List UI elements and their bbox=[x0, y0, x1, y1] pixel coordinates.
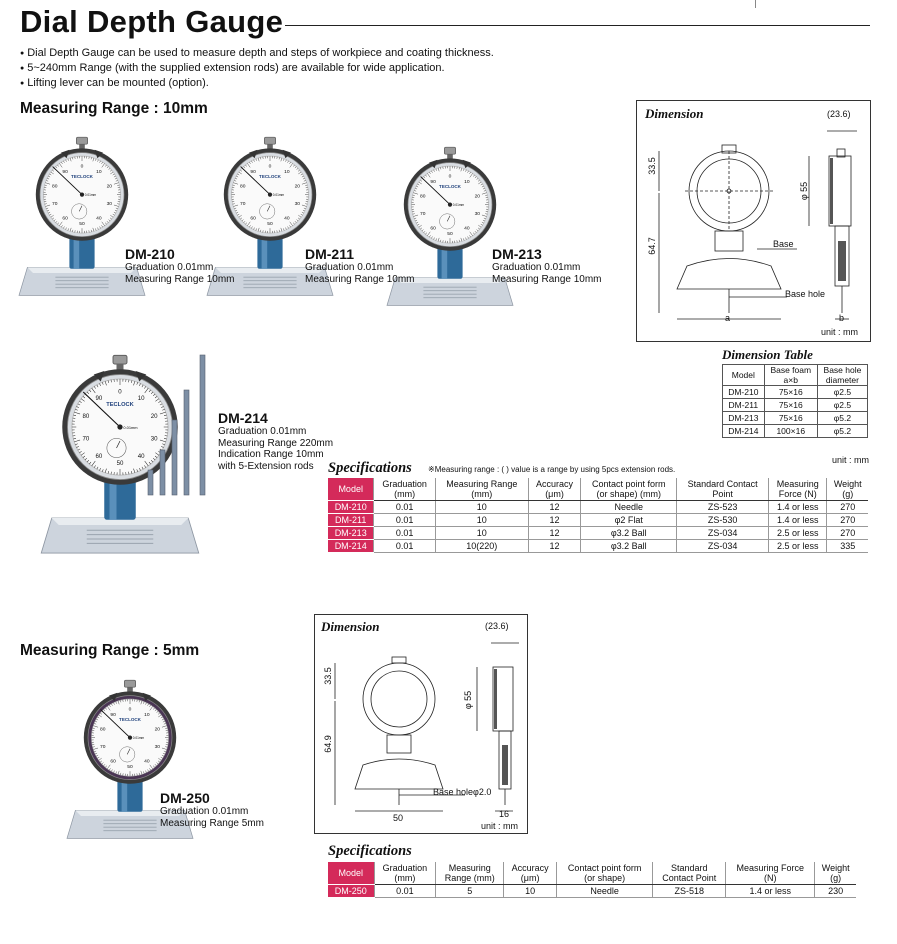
table-cell: 75×16 bbox=[764, 412, 817, 425]
table-cell: φ2 Flat bbox=[581, 514, 677, 527]
table-row bbox=[723, 425, 868, 438]
table-cell: 270 bbox=[827, 501, 868, 514]
table-cell: 10 bbox=[435, 514, 528, 527]
table-cell: 10 bbox=[504, 885, 557, 898]
dial-number: 10 bbox=[144, 713, 150, 719]
dial-number: 0 bbox=[268, 164, 272, 170]
table-header-cell: Model bbox=[328, 862, 374, 885]
table-row bbox=[723, 399, 868, 412]
model-label-dm-214: DM-214 Graduation 0.01mm Measuring Range 220mm Indication Range 10mm with 5-Extension rods bbox=[218, 410, 334, 472]
specifications-table-10mm bbox=[328, 478, 868, 553]
table-cell: 10 bbox=[435, 501, 528, 514]
dial-number: 0 bbox=[118, 388, 122, 396]
feature-item: ● Dial Depth Gauge can be used to measure depth and steps of workpiece and coating thickness. bbox=[20, 46, 494, 61]
dimension-table-unit: unit : mm bbox=[832, 455, 870, 465]
table-cell: 0.01 bbox=[374, 514, 435, 527]
dial-number: 80 bbox=[239, 184, 246, 190]
table-header-cell: Weight (g) bbox=[827, 478, 868, 501]
dim-label-dia: φ 55 bbox=[463, 690, 474, 710]
dial-number: 60 bbox=[62, 216, 68, 222]
dial-number: 30 bbox=[474, 212, 481, 218]
table-cell: ZS-518 bbox=[653, 885, 726, 898]
dim-label-b: b bbox=[839, 313, 845, 323]
table-header-cell: Graduation (mm) bbox=[374, 478, 435, 501]
table-cell: 12 bbox=[528, 514, 580, 527]
table-header-cell: Base hole diameter bbox=[817, 365, 867, 386]
svg-text:TECLOCK: TECLOCK bbox=[439, 183, 461, 189]
svg-text:TECLOCK: TECLOCK bbox=[259, 173, 281, 179]
table-row bbox=[723, 412, 868, 425]
table-cell: 12 bbox=[528, 540, 580, 553]
table-header-cell: Measuring Force (N) bbox=[769, 478, 827, 501]
dial-number: 20 bbox=[474, 194, 481, 200]
dial-number: 50 bbox=[79, 222, 85, 228]
dim-label-bottom: 64.9 bbox=[322, 735, 333, 753]
dim-unit: unit : mm bbox=[821, 327, 859, 337]
specifications-note: ※Measuring range : ( ) value is a range by using 5pcs extension rods. bbox=[428, 465, 676, 474]
table-cell: 270 bbox=[827, 514, 868, 527]
svg-text:0.01mm: 0.01mm bbox=[272, 193, 285, 197]
table-cell: φ3.2 Ball bbox=[581, 527, 677, 540]
table-cell: 10 bbox=[435, 527, 528, 540]
dim-label-side: (23.6) bbox=[827, 109, 851, 119]
dial-number: 70 bbox=[82, 435, 90, 443]
table-header-cell: Standard Contact Point bbox=[677, 478, 769, 501]
dim-label-dia: φ 55 bbox=[799, 181, 810, 201]
table-header-cell: Base foam a×b bbox=[764, 365, 817, 386]
specifications-table-5mm bbox=[328, 862, 856, 898]
dimension-table-title: Dimension Table bbox=[722, 347, 813, 362]
model-label-dm-210: DM-210 Graduation 0.01mm Measuring Range 10mm bbox=[125, 246, 235, 285]
dim-label-bottom: 64.7 bbox=[646, 237, 657, 255]
table-cell: φ5.2 bbox=[817, 412, 867, 425]
dim-label-thickness: 16 bbox=[499, 809, 510, 819]
table-cell: 1.4 or less bbox=[769, 501, 827, 514]
svg-text:0.01mm: 0.01mm bbox=[132, 736, 145, 740]
dial-number: 20 bbox=[106, 184, 113, 190]
dial-number: 70 bbox=[51, 202, 58, 208]
table-cell: 1.4 or less bbox=[726, 885, 815, 898]
dim-label-side: (23.6) bbox=[485, 621, 509, 631]
dial-number: 30 bbox=[154, 745, 161, 751]
section-heading-10mm: Measuring Range : 10mm bbox=[20, 100, 208, 117]
dial-number: 60 bbox=[110, 759, 116, 765]
table-row bbox=[328, 514, 868, 527]
dial-number: 40 bbox=[96, 216, 102, 222]
table-cell: DM-213 bbox=[328, 527, 374, 540]
table-cell: DM-211 bbox=[328, 514, 374, 527]
dial-number: 60 bbox=[250, 216, 256, 222]
dial-number: 80 bbox=[419, 194, 426, 200]
table-cell: DM-210 bbox=[328, 501, 374, 514]
table-cell: 100×16 bbox=[764, 425, 817, 438]
dial-number: 30 bbox=[106, 202, 113, 208]
model-label-dm-211: DM-211 Graduation 0.01mm Measuring Range 10mm bbox=[305, 246, 415, 285]
dial-number: 20 bbox=[294, 184, 301, 190]
dial-number: 10 bbox=[464, 180, 470, 186]
dial-number: 40 bbox=[284, 216, 290, 222]
specifications-title: Specifications bbox=[328, 460, 412, 476]
feature-item: ● Lifting lever can be mounted (option). bbox=[20, 76, 494, 91]
gauge-dm-250 bbox=[60, 655, 200, 865]
table-row bbox=[328, 885, 856, 898]
dial-number: 60 bbox=[95, 453, 103, 461]
gauge-dm-213 bbox=[380, 132, 520, 322]
table-cell: Needle bbox=[581, 501, 677, 514]
dial-number: 20 bbox=[154, 727, 161, 733]
dial-gauge-image bbox=[380, 132, 520, 322]
dial-number: 30 bbox=[150, 435, 158, 443]
table-row bbox=[328, 540, 868, 553]
dimension-title: Dimension bbox=[645, 106, 704, 121]
table-cell: Needle bbox=[556, 885, 652, 898]
dim-unit: unit : mm bbox=[481, 821, 519, 831]
dial-number: 0 bbox=[128, 707, 132, 713]
table-cell: φ2.5 bbox=[817, 386, 867, 399]
dial-number: 40 bbox=[137, 453, 145, 461]
svg-text:TECLOCK: TECLOCK bbox=[106, 402, 134, 408]
dial-number: 70 bbox=[239, 202, 246, 208]
dial-gauge-image bbox=[60, 655, 200, 865]
table-cell: 0.01 bbox=[374, 885, 436, 898]
svg-text:TECLOCK: TECLOCK bbox=[119, 716, 141, 722]
table-cell: 5 bbox=[436, 885, 504, 898]
dim-label-top: 33.5 bbox=[646, 157, 657, 175]
table-cell: 75×16 bbox=[764, 399, 817, 412]
title-rule bbox=[285, 25, 870, 26]
dial-number: 80 bbox=[99, 727, 106, 733]
table-cell: 12 bbox=[528, 527, 580, 540]
table-cell: DM-214 bbox=[328, 540, 374, 553]
table-cell: ZS-523 bbox=[677, 501, 769, 514]
model-label-dm-250: DM-250 Graduation 0.01mm Measuring Range 5mm bbox=[160, 790, 264, 829]
dial-number: 0 bbox=[80, 164, 84, 170]
table-row bbox=[328, 527, 868, 540]
table-cell: φ5.2 bbox=[817, 425, 867, 438]
corner-mark bbox=[755, 0, 756, 8]
dial-number: 10 bbox=[137, 395, 145, 403]
table-cell: 1.4 or less bbox=[769, 514, 827, 527]
dial-number: 80 bbox=[51, 184, 58, 190]
table-cell: ZS-034 bbox=[677, 527, 769, 540]
extension-rods-image bbox=[137, 350, 220, 500]
table-cell: 0.01 bbox=[374, 527, 435, 540]
dial-number: 60 bbox=[430, 226, 436, 232]
table-cell: DM-213 bbox=[723, 412, 765, 425]
table-header-cell: Model bbox=[328, 478, 374, 501]
table-header-cell: Standard Contact Point bbox=[653, 862, 726, 885]
table-cell: 12 bbox=[528, 501, 580, 514]
table-header-cell: Contact point form (or shape) bbox=[556, 862, 652, 885]
page-title: Dial Depth Gauge bbox=[20, 4, 284, 39]
svg-text:0.01mm: 0.01mm bbox=[84, 193, 97, 197]
table-header-cell: Weight (g) bbox=[815, 862, 856, 885]
table-cell: DM-210 bbox=[723, 386, 765, 399]
table-cell: 270 bbox=[827, 527, 868, 540]
dial-number: 50 bbox=[127, 765, 133, 771]
dim-label-base-hole: Base holeφ2.0 bbox=[433, 787, 492, 797]
dial-number: 30 bbox=[294, 202, 301, 208]
table-cell: 335 bbox=[827, 540, 868, 553]
dim-label-base-hole: Base hole bbox=[785, 289, 826, 299]
table-cell: φ3.2 Ball bbox=[581, 540, 677, 553]
dial-number: 90 bbox=[110, 713, 116, 719]
dial-number: 70 bbox=[99, 745, 106, 751]
svg-text:0.01mm: 0.01mm bbox=[452, 203, 465, 207]
dial-number: 70 bbox=[419, 212, 426, 218]
dimension-drawing-5mm bbox=[314, 614, 528, 834]
table-cell: 230 bbox=[815, 885, 856, 898]
dial-number: 90 bbox=[430, 180, 436, 186]
dim-label-width: 50 bbox=[393, 813, 404, 823]
table-cell: DM-214 bbox=[723, 425, 765, 438]
feature-list bbox=[20, 46, 494, 91]
table-row bbox=[328, 501, 868, 514]
svg-text:TECLOCK: TECLOCK bbox=[71, 173, 93, 179]
model-label-dm-213: DM-213 Graduation 0.01mm Measuring Range 10mm bbox=[492, 246, 602, 285]
dimension-title: Dimension bbox=[321, 619, 380, 634]
dial-number: 40 bbox=[144, 759, 150, 765]
dial-number: 80 bbox=[82, 413, 90, 421]
dial-number: 10 bbox=[96, 170, 102, 176]
svg-text:0.01mm: 0.01mm bbox=[123, 424, 138, 430]
table-cell: 2.5 or less bbox=[769, 527, 827, 540]
dim-label-base: Base bbox=[773, 239, 794, 249]
dim-label-a: a bbox=[725, 313, 731, 323]
table-cell: ZS-034 bbox=[677, 540, 769, 553]
table-cell: ZS-530 bbox=[677, 514, 769, 527]
feature-item: ● 5~240mm Range (with the supplied extension rods) are available for wide application. bbox=[20, 61, 494, 76]
table-header-cell: Contact point form (or shape) (mm) bbox=[581, 478, 677, 501]
dimension-table bbox=[722, 364, 868, 438]
table-cell: DM-250 bbox=[328, 885, 374, 898]
table-header-cell: Accuracy (μm) bbox=[528, 478, 580, 501]
dial-number: 90 bbox=[62, 170, 68, 176]
dial-number: 20 bbox=[150, 413, 158, 421]
table-header-cell: Model bbox=[723, 365, 765, 386]
table-header-cell: Measuring Range (mm) bbox=[435, 478, 528, 501]
table-cell: 2.5 or less bbox=[769, 540, 827, 553]
table-cell: 0.01 bbox=[374, 501, 435, 514]
table-header-cell: Measuring Range (mm) bbox=[436, 862, 504, 885]
table-header-cell: Measuring Force (N) bbox=[726, 862, 815, 885]
dial-number: 90 bbox=[95, 395, 103, 403]
dial-number: 90 bbox=[250, 170, 256, 176]
dial-number: 50 bbox=[267, 222, 273, 228]
dial-number: 50 bbox=[116, 460, 124, 468]
dial-number: 50 bbox=[447, 232, 453, 238]
specifications-title: Specifications bbox=[328, 843, 412, 859]
table-cell: 10(220) bbox=[435, 540, 528, 553]
table-row bbox=[723, 386, 868, 399]
dial-number: 0 bbox=[448, 174, 452, 180]
dial-number: 40 bbox=[464, 226, 470, 232]
table-header-cell: Accuracy (μm) bbox=[504, 862, 557, 885]
dim-label-top: 33.5 bbox=[322, 667, 333, 685]
table-cell: 0.01 bbox=[374, 540, 435, 553]
table-header-cell: Graduation (mm) bbox=[374, 862, 436, 885]
section-heading-5mm: Measuring Range : 5mm bbox=[20, 642, 200, 659]
table-cell: 75×16 bbox=[764, 386, 817, 399]
dimension-drawing-10mm bbox=[636, 100, 871, 342]
table-cell: φ2.5 bbox=[817, 399, 867, 412]
dial-number: 10 bbox=[284, 170, 290, 176]
table-cell: DM-211 bbox=[723, 399, 765, 412]
